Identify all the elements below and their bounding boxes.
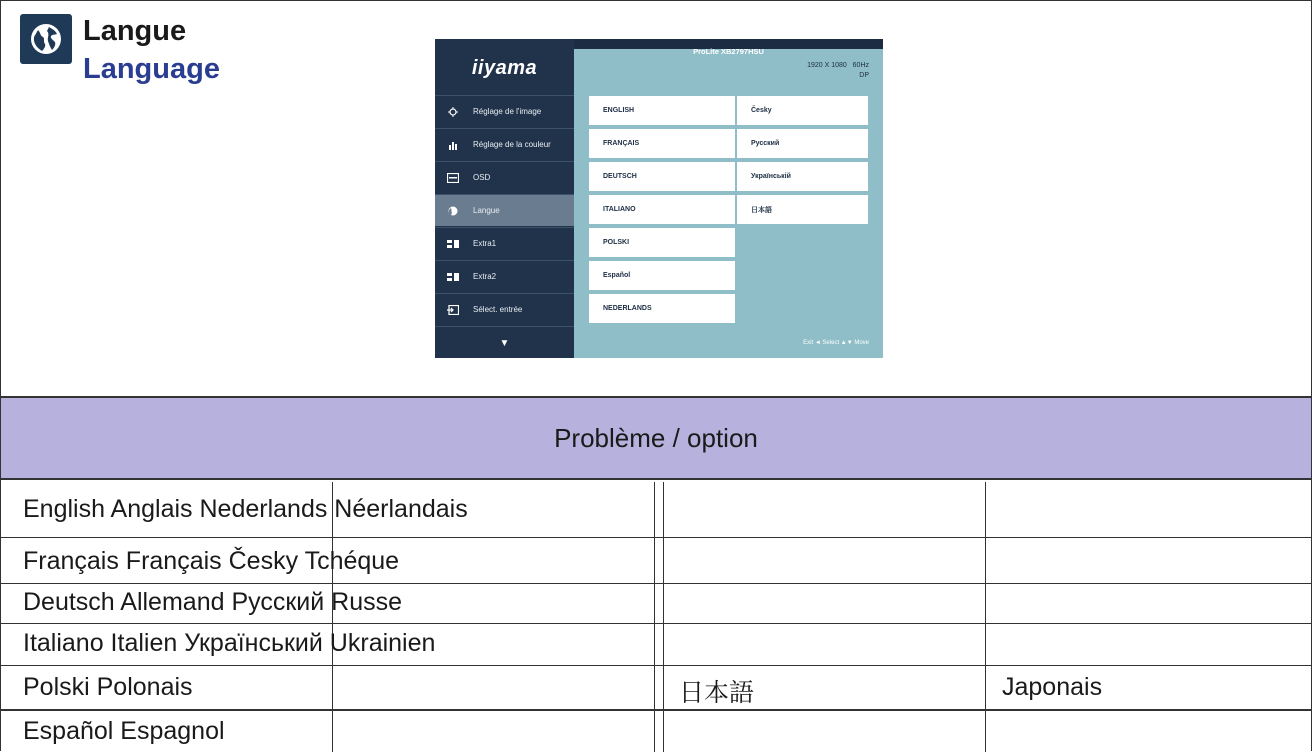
osd-refresh: 60Hz: [852, 62, 869, 69]
osd-lang-espanol: Español: [589, 261, 735, 290]
scroll-down-icon: ▼: [435, 326, 574, 358]
osd-input: DP: [859, 72, 869, 79]
osd-lang-english: ENGLISH: [589, 96, 735, 125]
globe-icon: [447, 206, 459, 216]
osd-logo: iiyama: [471, 56, 538, 79]
globe-icon: [20, 14, 72, 64]
osd-menu-item-osd: [435, 161, 574, 193]
band-label: Problème / option: [554, 422, 758, 453]
osd-sidebar: [435, 39, 574, 358]
image-adjust-icon: [447, 107, 459, 117]
osd-menu-label: Réglage de l'image: [473, 107, 542, 116]
osd-menu-item-image: [435, 95, 574, 127]
table-row-italiano: Italiano Italien Український Ukrainien: [23, 629, 436, 657]
table-cell-japanese: Japonais: [1002, 673, 1103, 701]
table-row-deutsch: Deutsch Allemand Русский Russe: [23, 588, 403, 616]
osd-menu-item-extra1: [435, 227, 574, 259]
table-divider: [1, 537, 1311, 538]
osd-model-name: ProLite XB2797HSU: [693, 47, 764, 56]
table-row-english: English Anglais Nederlands Néerlandais: [23, 495, 468, 523]
osd-lang-russian: Русский: [737, 129, 868, 158]
osd-signal-info: [807, 61, 869, 81]
table-divider: [1, 665, 1311, 666]
osd-menu-item-extra2: [435, 260, 574, 292]
osd-menu-item-input: [435, 293, 574, 325]
table-row-espanol: Español Espagnol: [23, 717, 225, 745]
page-title-en: Language: [83, 53, 220, 85]
osd-lang-deutsch: DEUTSCH: [589, 162, 735, 191]
osd-menu-label: Extra1: [473, 239, 497, 248]
extra-icon: [447, 239, 459, 249]
osd-menu-item-color: [435, 128, 574, 160]
osd-lang-nederlands: NEDERLANDS: [589, 294, 735, 323]
page-title-fr: Langue: [83, 15, 187, 47]
osd-lang-italiano: ITALIANO: [589, 195, 735, 224]
input-icon: [447, 305, 459, 315]
osd-resolution: 1920 X 1080: [807, 62, 847, 69]
table-divider: [1, 583, 1311, 584]
osd-lang-polski: POLSKI: [589, 228, 735, 257]
table-column-divider: [654, 482, 655, 752]
table-divider: [1, 709, 1311, 711]
osd-menu-label: Extra2: [473, 272, 497, 281]
table-column-divider: [663, 482, 664, 752]
table-cell-japanese-native: 日本語: [679, 679, 755, 707]
table-row-francais: Français Français Česky Tchéque: [23, 547, 400, 575]
table-divider: [1, 623, 1311, 624]
table-row-polski: Polski Polonais: [23, 673, 193, 701]
osd-lang-japanese: 日本語: [737, 195, 868, 224]
color-adjust-icon: [447, 140, 459, 150]
osd-footer-hints: Exit ◄ Select ▲▼ Move: [803, 340, 869, 346]
osd-menu-label: OSD: [473, 173, 491, 182]
osd-icon: [447, 173, 459, 183]
extra-icon: [447, 272, 459, 282]
osd-menu-label: Réglage de la couleur: [473, 140, 551, 149]
osd-lang-francais: FRANÇAIS: [589, 129, 735, 158]
osd-menu-item-langue: [435, 194, 574, 226]
osd-screenshot: [435, 39, 883, 358]
osd-lang-cesky: Česky: [737, 96, 868, 125]
table-column-divider: [985, 482, 986, 752]
problem-option-header: [1, 396, 1311, 480]
osd-lang-ukrainian: Українській: [737, 162, 868, 191]
osd-menu-label: Sélect. entrée: [473, 305, 523, 314]
osd-menu-label: Langue: [473, 206, 500, 215]
